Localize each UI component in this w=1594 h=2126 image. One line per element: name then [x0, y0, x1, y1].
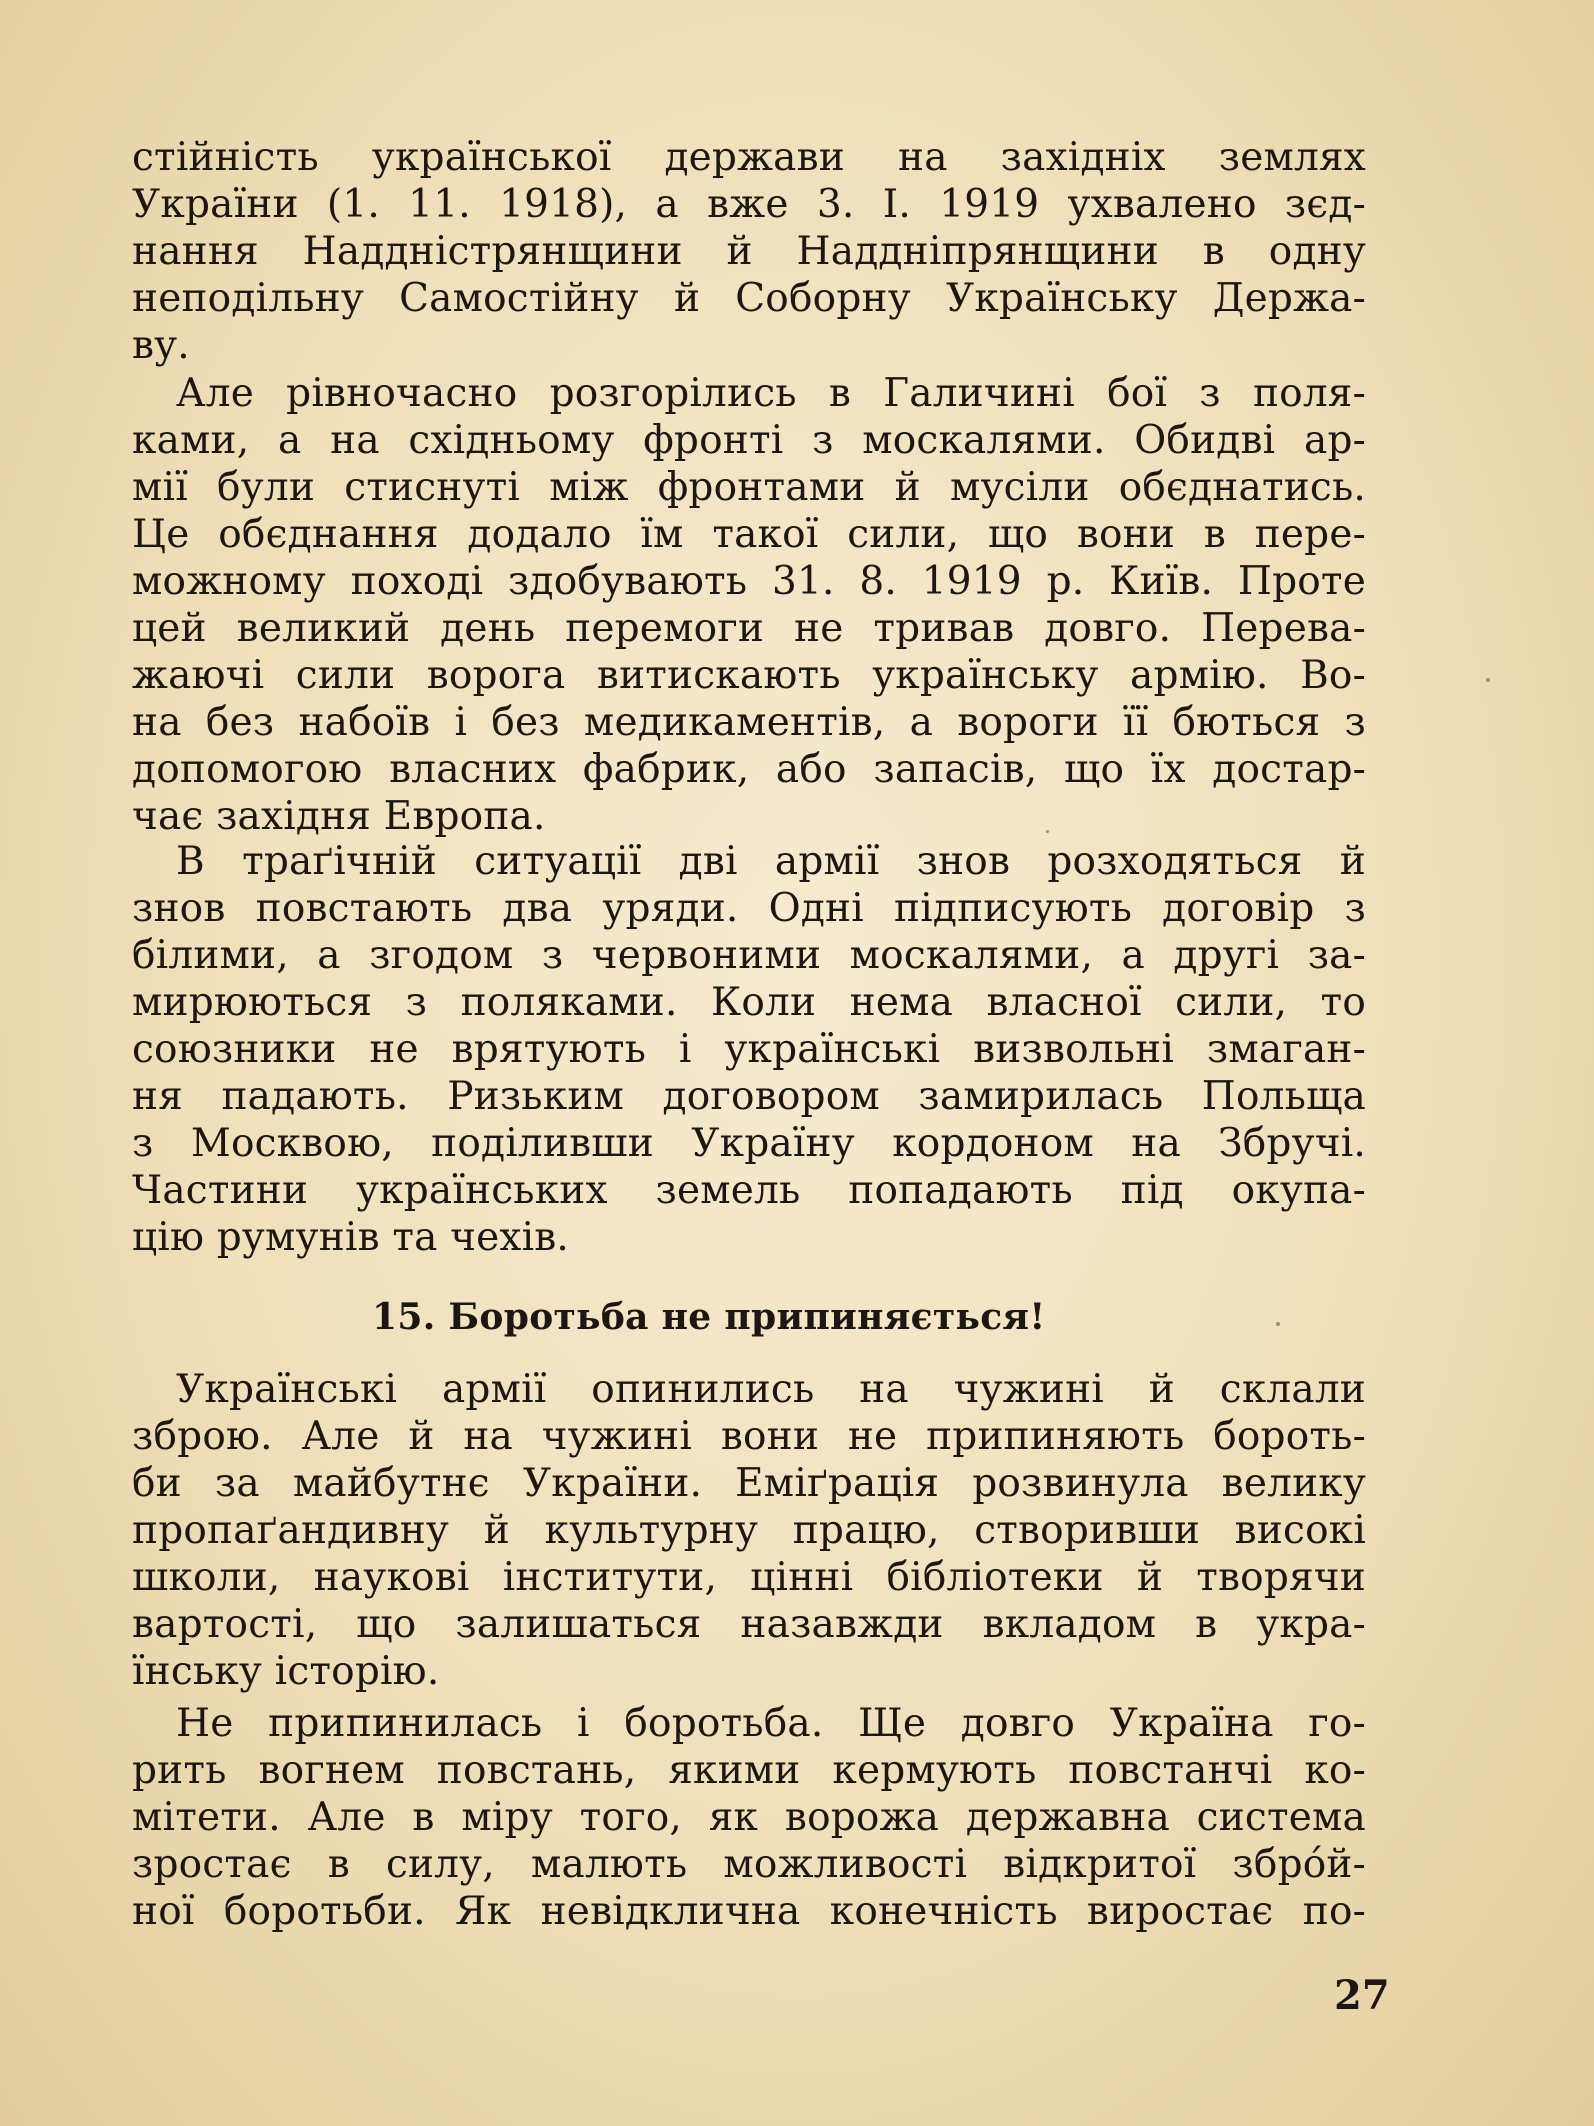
text-line: ної боротьби. Як невідклична конечність виростає по- — [132, 1889, 1366, 1934]
page-number: 27 — [1334, 1972, 1390, 2019]
text-line: знов повстають два уряди. Одні підписують договір з — [132, 886, 1366, 931]
text-line: вартості, що залишаться назавжди вкладом в укра- — [132, 1602, 1366, 1647]
text-line: школи, наукові інститути, цінні бібліотеки й творячи — [132, 1555, 1366, 1600]
text-line: В траґічній ситуації дві армії знов розходяться й — [176, 839, 1366, 884]
paragraph-5 — [132, 1700, 1366, 1935]
paragraph-4 — [132, 1366, 1366, 1695]
paragraph-3 — [132, 838, 1366, 1261]
text-line: з Москвою, поділивши Україну кордоном на Збручі. — [132, 1121, 1366, 1166]
text-line: мітети. Але в міру того, як ворожа державна система — [132, 1795, 1366, 1840]
text-line: союзники не врятують і українські визвольні змаган- — [132, 1027, 1366, 1072]
text-line: на без набоїв і без медикаментів, а вороги її бються з — [132, 700, 1366, 745]
paper-speck — [1046, 830, 1049, 833]
text-line: ня падають. Ризьким договором замирилась Польща — [132, 1074, 1366, 1119]
text-line: ву. — [132, 323, 190, 368]
text-line: пропаґандивну й культурну працю, створивши високі — [132, 1508, 1366, 1553]
text-line: білими, а згодом з червоними москалями, а другі за- — [132, 933, 1366, 978]
text-line: ками, а на східньому фронті з москалями. Обидві ар- — [132, 418, 1366, 463]
text-line: допомогою власних фабрик, або запасів, що їх достар- — [132, 747, 1366, 792]
text-line: можному поході здобувають 31. 8. 1919 р. Київ. Проте — [132, 559, 1366, 604]
text-line: неподільну Самостійну й Соборну Українську Держа- — [132, 276, 1366, 321]
text-line: стійність української держави на західніх землях — [132, 135, 1366, 180]
text-line: Частини українських земель попадають під окупа- — [132, 1168, 1366, 1213]
text-line: чає західня Европа. — [132, 794, 546, 839]
text-line: жаючі сили ворога витискають українську армію. Во- — [132, 653, 1366, 698]
text-line: їнську історію. — [132, 1649, 440, 1694]
paper-speck — [1276, 1322, 1280, 1326]
text-line: зростає в силу, малють можливості відкритої збрóй- — [132, 1842, 1366, 1887]
text-line: цей великий день перемоги не тривав довго. Перева- — [132, 606, 1366, 651]
text-line: Не припинилась і боротьба. Ще довго Україна го- — [176, 1701, 1366, 1746]
text-line: мії були стиснуті між фронтами й мусіли обєднатись. — [132, 465, 1366, 510]
text-line: Українські армії опинились на чужині й склали — [176, 1367, 1366, 1412]
text-line: України (1. 11. 1918), а вже 3. І. 1919 ухвалено зєд- — [132, 182, 1366, 227]
text-line: нання Наддністрянщини й Наддніпрянщини в одну — [132, 229, 1366, 274]
section-heading: 15. Боротьба не припиняється! — [372, 1296, 1046, 1338]
text-line: мирюються з поляками. Коли нема власної сили, то — [132, 980, 1366, 1025]
paragraph-1 — [132, 134, 1366, 369]
paragraph-2 — [132, 370, 1366, 840]
text-line: би за майбутнє України. Еміґрація розвинула велику — [132, 1461, 1366, 1506]
paper-speck — [1486, 678, 1490, 682]
text-line: зброю. Але й на чужині вони не припиняють бороть- — [132, 1414, 1366, 1459]
text-line: Це обєднання додало їм такої сили, що вони в пере- — [132, 512, 1366, 557]
text-line: Але рівночасно розгорілись в Галичині бої з поля- — [176, 371, 1366, 416]
text-line: рить вогнем повстань, якими кермують повстанчі ко- — [132, 1748, 1366, 1793]
text-line: цію румунів та чехів. — [132, 1215, 570, 1260]
